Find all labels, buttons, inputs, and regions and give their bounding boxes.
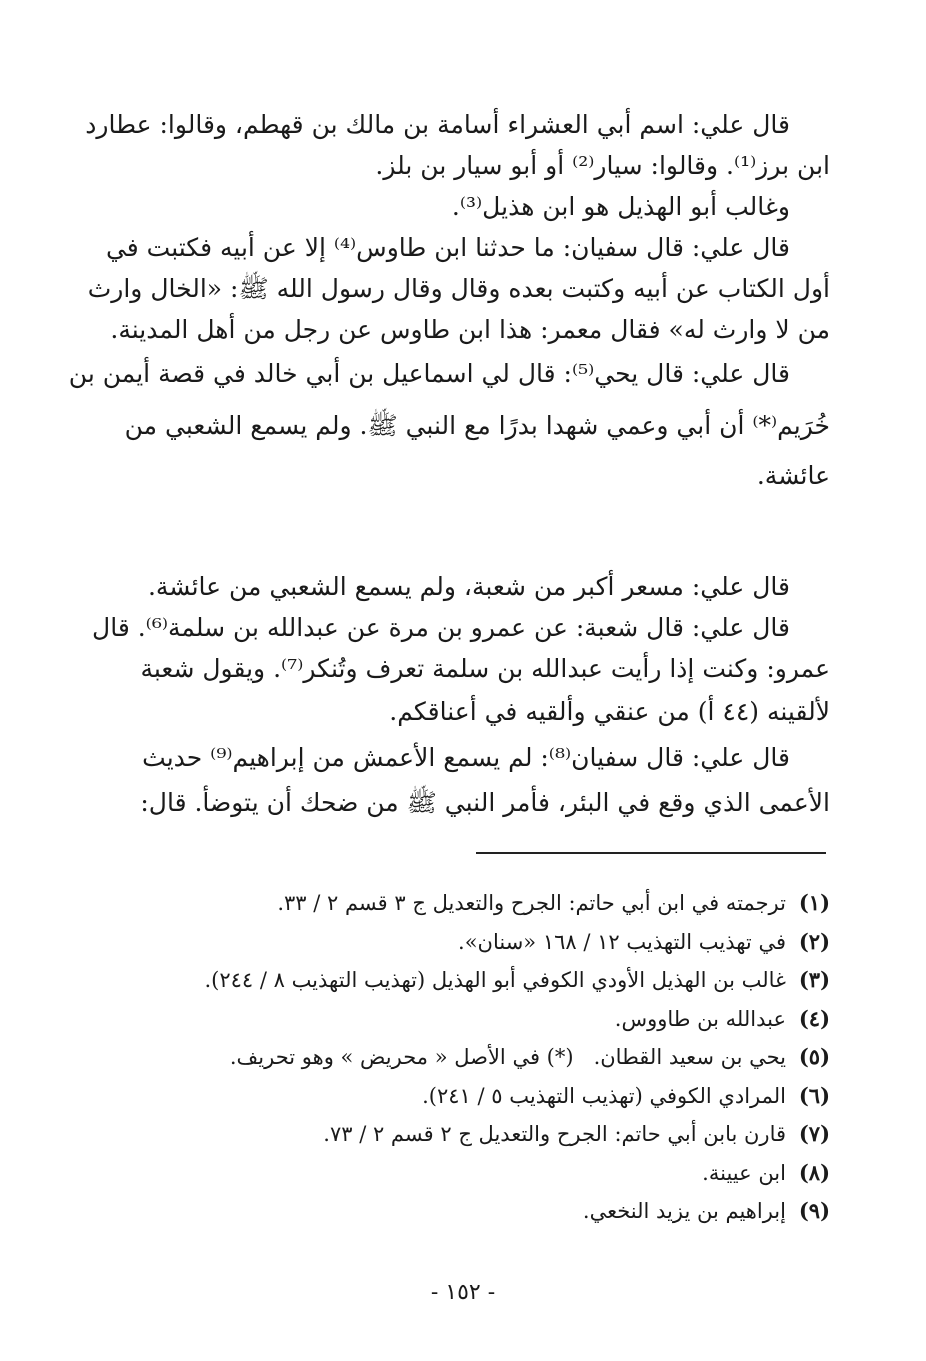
footnote-item (150, 1115, 830, 1154)
footnotes (150, 884, 830, 1231)
footnote-text: غالب بن الهذيل الأودي الكوفي أبو الهذيل (تهذيب التهذيب ٨ / ٢٤٤). (204, 968, 786, 992)
text-line: وغالب أبو الهذيل هو ابن هذيل⁽³⁾. (451, 192, 790, 221)
text-line: لألقينه (٤٤ أ) من عنقي وألقيه في أعناقكم. (389, 697, 830, 726)
footnote-text: المرادي الكوفي (تهذيب التهذيب ٥ / ٢٤١). (422, 1083, 786, 1108)
main-text-block-2 (92, 566, 830, 825)
main-text-block-1 (68, 104, 830, 498)
page-number: - ١٥٢ - (430, 1280, 496, 1305)
footnote-item (150, 961, 830, 1000)
footnote-text: عبدالله بن طاووس. (614, 1006, 786, 1031)
footnote-text: ترجمته في ابن أبي حاتم: الجرح والتعديل ج ٣ قسم ٢ / ٣٣. (277, 891, 786, 915)
footnote-text: يحي بن سعيد القطان. (*) في الأصل « محريض » وهو تحريف. (229, 1045, 786, 1069)
footnote-number: (٢) (798, 928, 830, 954)
text-line: خُرَيم⁽*⁾ أن أبي وعمي شهدا بدرًا مع النبي ﷺ. ولم يسمع الشعبي من (124, 411, 830, 440)
footnote-number: (٩) (798, 1198, 830, 1223)
text-line: قال علي: قال سفيان⁽⁸⁾: لم يسمع الأعمش من إبراهيم⁽⁹⁾ حديث (142, 743, 790, 772)
footnote-item (150, 1154, 830, 1193)
footnote-number: (٣) (798, 967, 830, 992)
footnote-item (150, 884, 830, 923)
footnote-text: ابن عيينة. (702, 1160, 786, 1185)
footnote-number: (٦) (798, 1082, 830, 1108)
footnote-item (150, 1077, 830, 1116)
text-line: قال علي: قال سفيان: ما حدثنا ابن طاوس⁽⁴⁾ إلا عن أبيه فكتبت في (105, 233, 790, 262)
text-line: قال علي: قال شعبة: عن عمرو بن مرة عن عبدالله بن سلمة⁽⁶⁾. قال (92, 613, 790, 642)
text-line: عمرو: وكنت إذا رأيت عبدالله بن سلمة تعرف وتُنكر⁽⁷⁾. ويقول شعبة (140, 654, 830, 683)
footnote-item (150, 1192, 830, 1231)
footnote-number: (٥) (798, 1044, 830, 1069)
text-line: أول الكتاب عن أبيه وكتبت بعده وقال وقال رسول الله ﷺ: «الخال وارث (87, 274, 830, 303)
footnote-text: قارن بابن أبي حاتم: الجرح والتعديل ج ٢ قسم ٢ / ٧٣. (323, 1122, 786, 1146)
footnote-number: (٧) (798, 1121, 830, 1146)
footnote-text: في تهذيب التهذيب ١٢ / ١٦٨ «سنان». (458, 929, 786, 954)
text-line: قال علي: قال يحي⁽⁵⁾: قال لي اسماعيل بن أبي خالد في قصة أيمن بن (68, 359, 790, 388)
footnote-number: (٤) (798, 1005, 830, 1031)
footnote-number: (٨) (798, 1159, 830, 1185)
text-line: قال علي: مسعر أكبر من شعبة، ولم يسمع الشعبي من عائشة. (147, 572, 790, 601)
text-line: من لا وارث له» فقال معمر: هذا ابن طاوس عن رجل من أهل المدينة. (110, 315, 830, 344)
footnote-item (150, 1000, 830, 1039)
footnote-item (150, 1038, 830, 1077)
footnote-item (150, 923, 830, 962)
text-line: ابن برز⁽¹⁾. وقالوا: سيار⁽²⁾ أو أبو سيار بن بلز. (375, 151, 830, 180)
text-line: قال علي: اسم أبي العشراء أسامة بن مالك بن قهطم، وقالوا: عطارد (85, 110, 790, 139)
footnote-number: (١) (798, 890, 830, 915)
footnote-text: إبراهيم بن يزيد النخعي. (582, 1199, 786, 1223)
text-line: عائشة. (756, 461, 830, 490)
text-line: الأعمى الذي وقع في البئر، فأمر النبي ﷺ من ضحك أن يتوضأ. قال: (140, 788, 830, 817)
footnote-separator (476, 852, 826, 854)
